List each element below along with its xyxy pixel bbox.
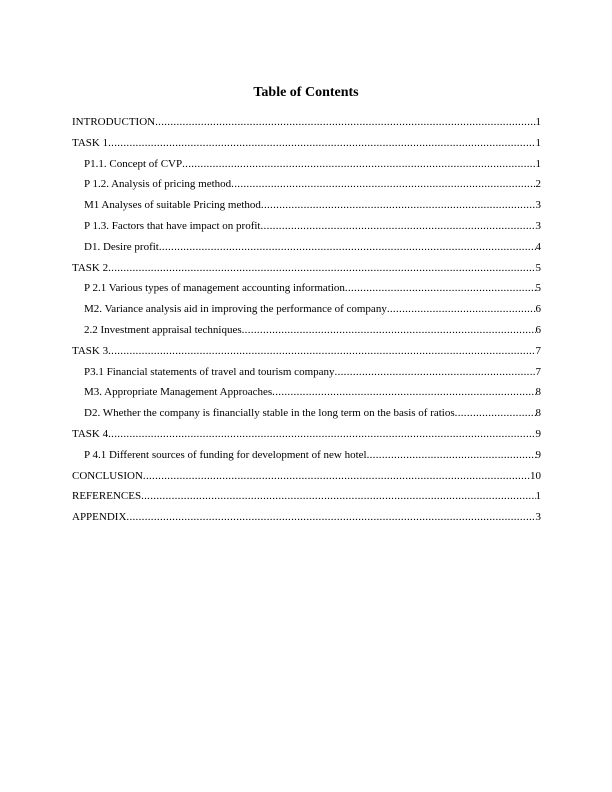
toc-entry-text[interactable]: TASK 3 [72, 344, 109, 357]
toc-entry[interactable] [72, 154, 541, 175]
toc-page-number[interactable]: 1 [535, 136, 541, 149]
toc-entry-text[interactable]: TASK 2 [72, 261, 109, 274]
toc-page-number[interactable]: 9 [535, 427, 541, 440]
toc-page-number[interactable]: 1 [535, 157, 541, 170]
toc-leader-dots [367, 445, 536, 466]
toc-page-number[interactable]: 4 [535, 240, 541, 253]
toc-page-number[interactable]: 3 [535, 199, 541, 212]
toc-entry[interactable] [72, 112, 541, 133]
toc-entry[interactable] [72, 320, 541, 341]
toc-entry-text[interactable]: P1.1. Concept of CVP [84, 157, 183, 170]
toc-leader-dots [242, 320, 536, 341]
toc-list [72, 112, 541, 528]
toc-entry-text[interactable]: D1. Desire profit [84, 240, 159, 253]
toc-leader-dots [231, 174, 535, 195]
toc-leader-dots [108, 341, 535, 362]
toc-title: Table of Contents [253, 85, 359, 100]
toc-page-number[interactable]: 3 [535, 219, 541, 232]
toc-entry-text[interactable]: TASK 4 [72, 427, 109, 440]
toc-page-number[interactable]: 1 [535, 116, 541, 128]
toc-entry[interactable] [72, 382, 541, 403]
toc-page-number[interactable]: 5 [535, 261, 541, 274]
toc-entry[interactable] [72, 466, 541, 487]
toc-page-number[interactable]: 7 [535, 344, 541, 357]
toc-leader-dots [387, 299, 536, 320]
toc-entry[interactable] [72, 258, 541, 279]
toc-entry[interactable] [72, 216, 541, 237]
toc-entry[interactable] [72, 195, 541, 216]
toc-entry-text[interactable]: M1 Analyses of suitable Pricing method [84, 199, 261, 212]
toc-leader-dots [108, 424, 535, 445]
toc-entry-text[interactable]: P 1.3. Factors that have impact on profit [84, 219, 261, 232]
toc-entry-text[interactable]: P 4.1 Different sources of funding for development of new hotel [84, 448, 367, 461]
toc-entry-text[interactable]: P 2.1 Various types of management accounting information [84, 282, 345, 295]
toc-leader-dots [126, 507, 535, 528]
toc-leader-dots [143, 466, 530, 487]
toc-leader-dots [155, 112, 535, 133]
toc-entry-text[interactable]: REFERENCES [72, 490, 142, 503]
toc-leader-dots [260, 216, 535, 237]
toc-entry[interactable] [72, 403, 541, 424]
toc-leader-dots [335, 362, 536, 383]
toc-entry-text[interactable]: M3. Appropriate Management Approaches [84, 386, 273, 399]
toc-entry[interactable] [72, 174, 541, 195]
toc-entry[interactable] [72, 507, 541, 528]
toc-page-number[interactable]: 3 [535, 511, 541, 524]
toc-entry[interactable] [72, 341, 541, 362]
toc-page-number[interactable]: 2 [535, 178, 541, 191]
toc-entry[interactable] [72, 362, 541, 383]
toc-leader-dots [272, 382, 535, 403]
toc-page-number[interactable]: 7 [535, 365, 541, 378]
toc-page-number[interactable]: 5 [535, 282, 541, 295]
toc-page-number[interactable]: 6 [535, 323, 541, 336]
toc-page-number[interactable]: 1 [535, 490, 541, 503]
toc-entry[interactable] [72, 133, 541, 154]
toc-entry-text[interactable]: TASK 1 [72, 136, 109, 149]
toc-leader-dots [108, 133, 535, 154]
toc-entry-text[interactable]: INTRODUCTION [72, 116, 156, 128]
toc-leader-dots [141, 486, 535, 507]
toc-entry[interactable] [72, 486, 541, 507]
toc-entry[interactable] [72, 424, 541, 445]
toc-entry[interactable] [72, 299, 541, 320]
toc-leader-dots [182, 154, 535, 175]
toc-entry-text[interactable]: 2.2 Investment appraisal techniques [84, 323, 242, 336]
toc-leader-dots [261, 195, 536, 216]
toc-leader-dots [159, 237, 536, 258]
toc-entry-text[interactable]: D2. Whether the company is financially stable in the long term on the basis of ratios [84, 407, 455, 420]
toc-entry[interactable] [72, 237, 541, 258]
toc-page-number[interactable]: 10 [530, 469, 541, 482]
toc-leader-dots [108, 258, 535, 279]
toc-entry-text[interactable]: APPENDIX [72, 511, 127, 524]
toc-leader-dots [455, 403, 536, 424]
toc-page-number[interactable]: 6 [535, 303, 541, 316]
toc-entry[interactable] [72, 445, 541, 466]
toc-leader-dots [345, 278, 536, 299]
toc-page-number[interactable]: 9 [535, 448, 541, 461]
toc-entry-text[interactable]: CONCLUSION [72, 469, 143, 482]
toc-page-number[interactable]: 8 [535, 407, 541, 420]
toc-entry-text[interactable]: M2. Variance analysis aid in improving the performance of company [84, 303, 387, 316]
toc-entry-text[interactable]: P 1.2. Analysis of pricing method [84, 178, 232, 191]
toc-page-number[interactable]: 8 [535, 386, 541, 399]
toc-entry-text[interactable]: P3.1 Financial statements of travel and tourism company [84, 365, 335, 378]
toc-entry[interactable] [72, 278, 541, 299]
